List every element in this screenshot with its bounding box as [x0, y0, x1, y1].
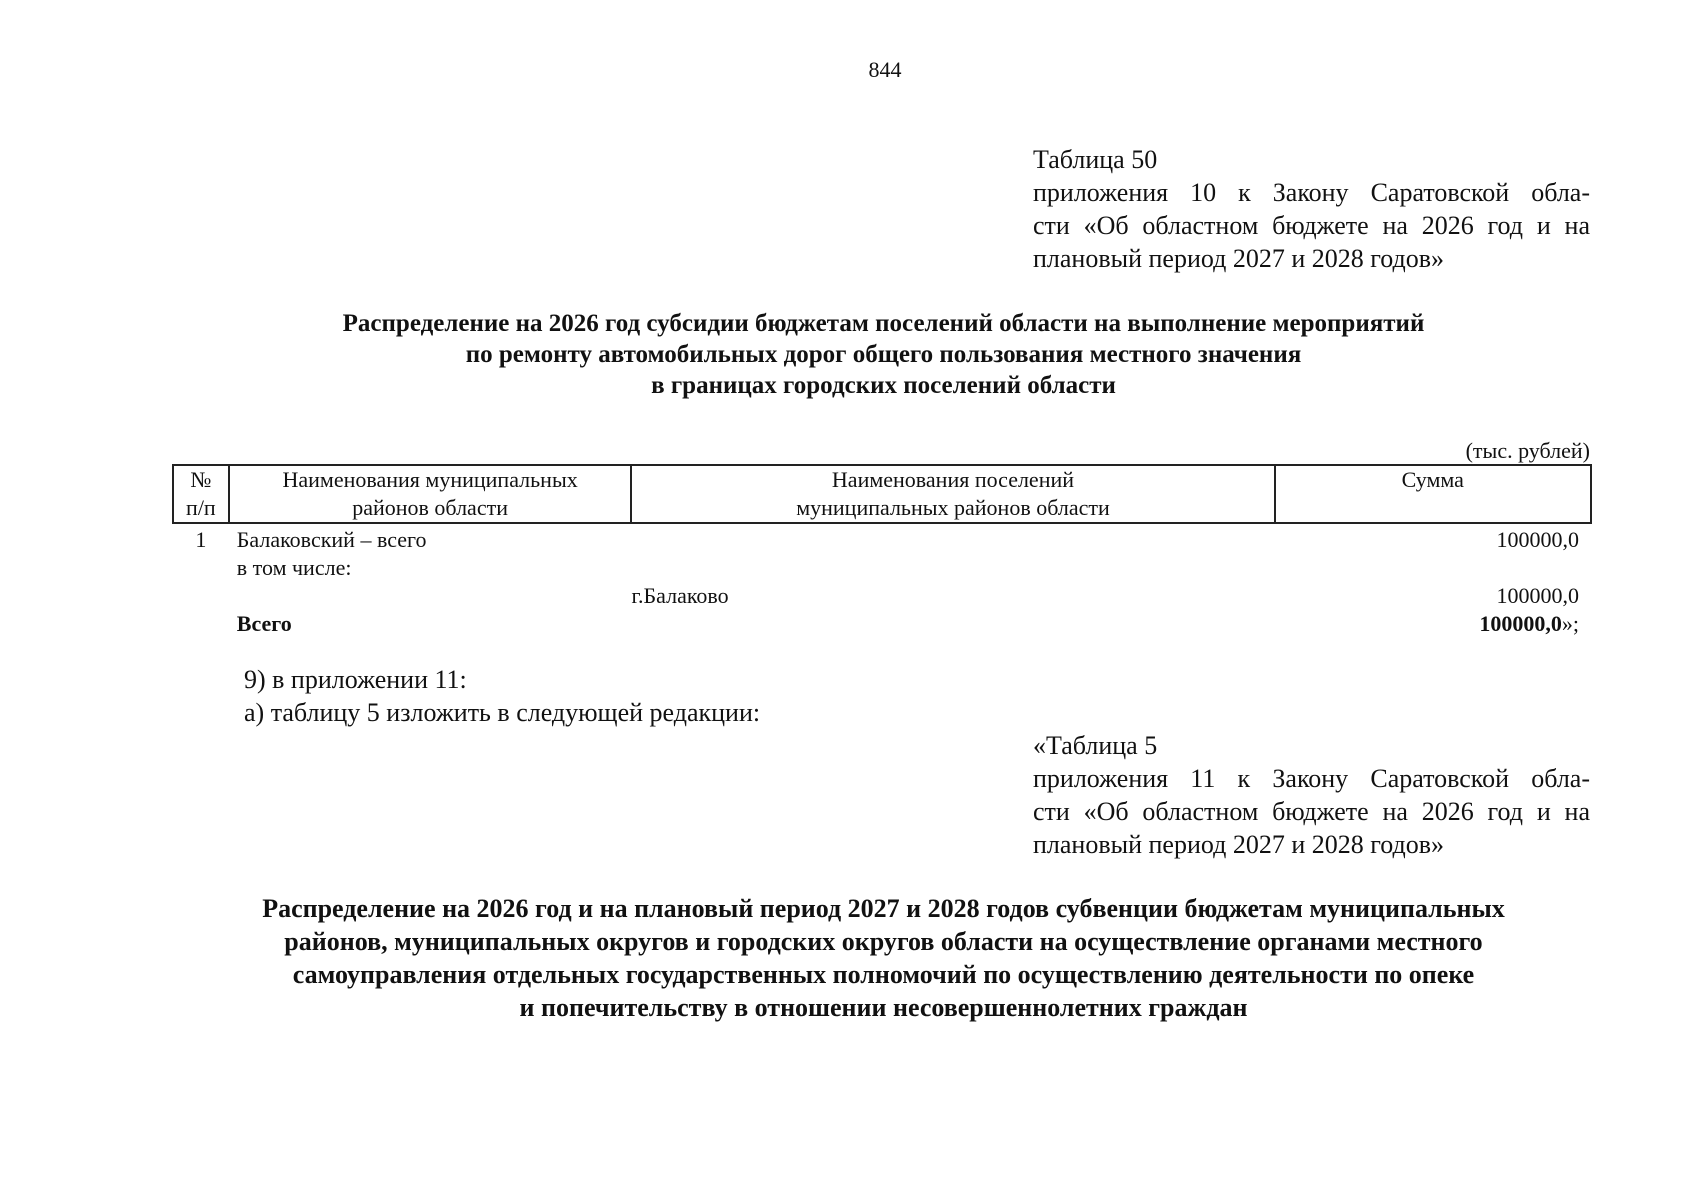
- row-sum: [1275, 554, 1591, 582]
- total-settlement: [631, 610, 1274, 638]
- row-district: Балаковский – всего: [236, 527, 427, 552]
- appendix-line: сти «Об областном бюджете на 2026 год и на: [1033, 211, 1590, 240]
- row-district: [229, 582, 632, 610]
- total-sum: [1275, 610, 1591, 638]
- row-district: в том числе:: [236, 555, 352, 580]
- appendix-reference-table-50: [1033, 143, 1590, 275]
- title-line: самоуправления отдельных государственных полномочий по осуществлению деятельности по опеке: [292, 960, 1475, 989]
- header-settlement-line1: Наименования поселений: [831, 467, 1075, 492]
- subsidy-table: [172, 464, 1592, 638]
- header-sum: [1275, 465, 1591, 523]
- total-number: [173, 610, 229, 638]
- header-number-line1: №: [190, 467, 212, 492]
- appendix-line: Таблица 50: [1033, 145, 1158, 174]
- table-50-title: [0, 308, 1697, 401]
- appendix-line: плановый период 2027 и 2028 годов»: [1033, 830, 1445, 859]
- header-district: [229, 465, 632, 523]
- amendment-item-9: 9) в приложении 11:: [244, 665, 467, 694]
- title-line: по ремонту автомобильных дорог общего пользования местного значения: [465, 341, 1302, 368]
- amendment-subitem-a: а) таблицу 5 изложить в следующей редакции:: [244, 698, 761, 727]
- total-sum-value: 100000,0: [1479, 611, 1562, 636]
- table-5-title: [0, 892, 1697, 1024]
- unit-note: (тыс. рублей): [1465, 438, 1590, 463]
- header-district-line2: районов области: [352, 495, 508, 520]
- total-label: Всего: [236, 611, 292, 636]
- header-district-line1: Наименования муниципальных: [282, 467, 578, 492]
- row-number: 1: [195, 527, 207, 552]
- title-line: Распределение на 2026 год субсидии бюджетам поселений области на выполнение мероприятий: [342, 310, 1425, 337]
- row-settlement: [631, 582, 1274, 610]
- header-settlement-line2: муниципальных районов области: [796, 495, 1110, 520]
- row-number: [173, 554, 229, 582]
- row-number: [173, 582, 229, 610]
- appendix-reference-table-5: [1033, 729, 1590, 861]
- header-settlement: [631, 465, 1274, 523]
- appendix-line: приложения 11 к Закону Саратовской обла-: [1033, 764, 1590, 793]
- appendix-line: приложения 10 к Закону Саратовской обла-: [1033, 178, 1590, 207]
- row-sum: 100000,0: [1496, 583, 1579, 608]
- title-line: Распределение на 2026 год и на плановый период 2027 и 2028 годов субвенции бюджетам муниципальных: [262, 894, 1505, 923]
- total-sum-closing-quote: »;: [1561, 611, 1579, 636]
- appendix-line: «Таблица 5: [1033, 731, 1158, 760]
- header-number-line2: п/п: [186, 495, 216, 520]
- page-number: 844: [868, 57, 902, 82]
- table-row: [173, 554, 1591, 582]
- table-header-row: [173, 465, 1591, 523]
- appendix-line: плановый период 2027 и 2028 годов»: [1033, 244, 1445, 273]
- title-line: в границах городских поселений области: [651, 372, 1116, 399]
- row-sum: 100000,0: [1496, 527, 1579, 552]
- table-row: [173, 523, 1591, 554]
- row-settlement: [631, 523, 1274, 554]
- row-settlement: [631, 554, 1274, 582]
- table-row: [173, 582, 1591, 610]
- header-sum-label: Сумма: [1401, 467, 1464, 492]
- header-number: [173, 465, 229, 523]
- table-total-row: [173, 610, 1591, 638]
- appendix-line: сти «Об областном бюджете на 2026 год и на: [1033, 797, 1590, 826]
- title-line: и попечительству в отношении несовершеннолетних граждан: [519, 993, 1248, 1022]
- title-line: районов, муниципальных округов и городских округов области на осуществление органами местного: [284, 927, 1483, 956]
- settlement-name: г.Балаково: [631, 583, 729, 608]
